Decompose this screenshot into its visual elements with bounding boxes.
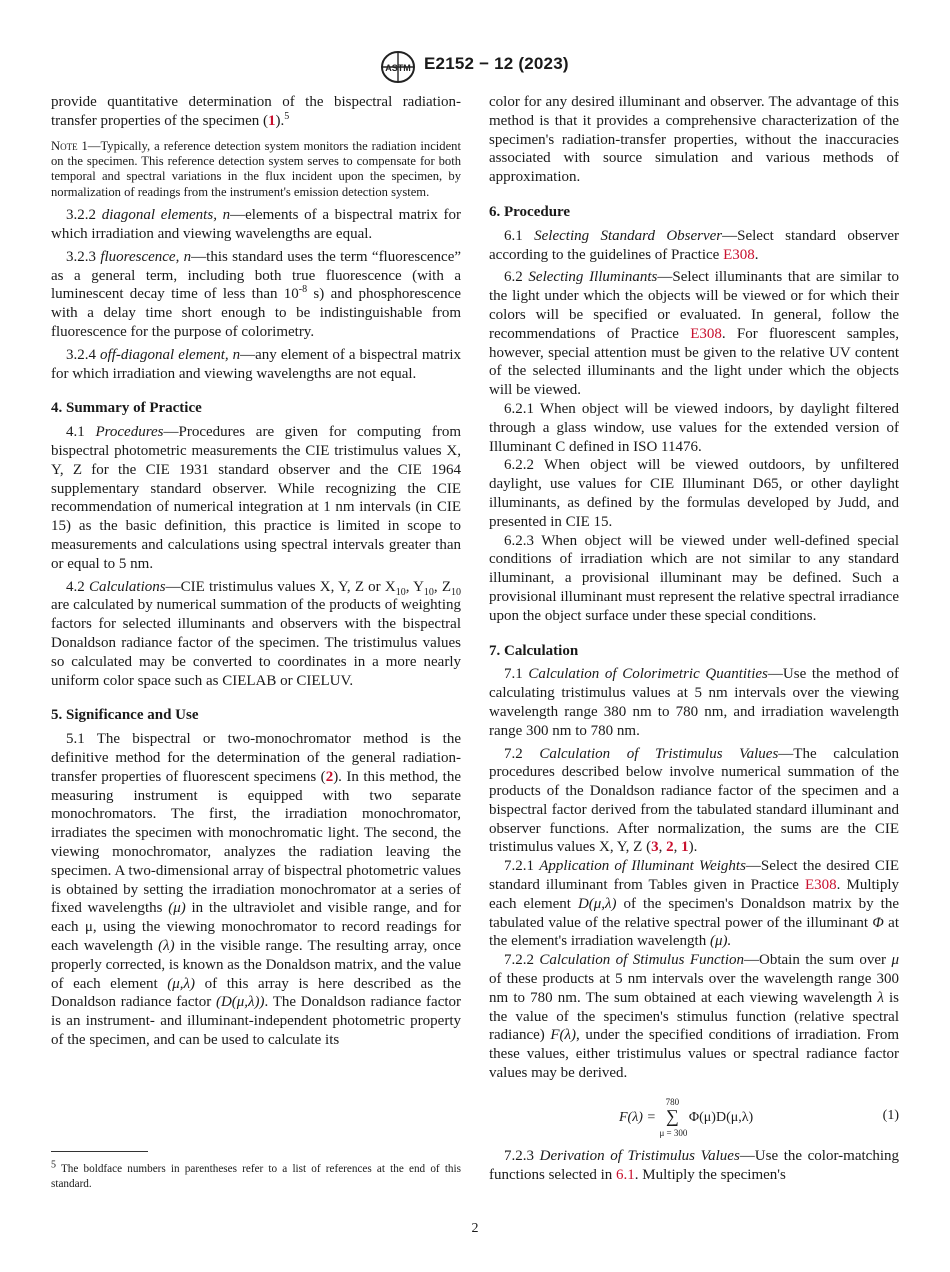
reference-link[interactable]: 2 [666,839,674,856]
e308-link[interactable]: E308 [723,246,755,263]
summation-symbol: 780 ∑ μ = 300 [659,1107,685,1129]
section-6-2-1: 6.2.1 When object will be viewed indoors, by daylight filtered through a glass window, use values for the extended version of Illuminant C defined in ISO 11476. [489,400,899,455]
section-7-2-1: 7.2.1 Application of Illuminant Weights—Select the desired CIE standard illuminant from Tables given in Practice E308. Multiply each element D(μ,λ) of the specimen's Donaldson matrix by the tabulated value of the relative spectral power of the illuminant Φ at the element's irradiation wavelength (μ). [489,858,900,950]
left-column [51,93,461,1050]
section-6-2: 6.2 Selecting Illuminants—Select illuminants that are similar to the light under which the objects will be viewed or for which their colors will be specified or evaluated. In general, follow the recommendations of Practice E308. For fluorescent samples, however, special attention must be given to the relative UV content of the selected illuminants and the light under which the objects will be viewed. [489,269,900,399]
page-number: 2 [471,1221,479,1236]
reference-link[interactable]: 3 [651,839,659,856]
section-5-1-continuation: color for any desired illuminant and observer. The advantage of this method is that it provides a comprehensive characterization of the specimen's radiation-transfer properties, without the inaccuracies associated with source simulation and various methods of approximation. [489,94,899,186]
heading-procedure: 6. Procedure [489,203,571,220]
note-1: Note 1—Typically, a reference detection system monitors the radiation incident on the specimen. This reference detection system serves to compensate for both temporal and spectral variations in the flux incident upon the specimen, by normalization of readings from the instrument's emission detection system. [51,138,461,199]
section-6-2-3: 6.2.3 When object will be viewed under well-defined special conditions of irradiation which are not similar to any standard illuminant, a provisional illuminant may be defined. Such a provisional illuminant must represent the relative spectral irradiance upon the object surface under these special conditions. [489,532,899,624]
astm-logo-icon [380,50,416,84]
section-7-2: 7.2 Calculation of Tristimulus Values—The calculation procedures described below involve numerical summation of the products of the Donaldson radiance factor of the specimen and a bispectral factor derived from the tabulated standard illuminant and observer functions. After normalization, the sums are the CIE tristimulus values X, Y, Z (3, 2, 1). [489,745,900,856]
e308-link[interactable]: E308 [805,877,837,894]
section-3-2-4: 3.2.4 off-diagonal element, n—any element of a bispectral matrix for which irradiation and viewing wavelengths are not equal. [51,346,462,382]
section-4-2: 4.2 Calculations—CIE tristimulus values X, Y, Z or $X_{10}$, $Y_{10}$, $Z_{10}$ are calculated by numerical summation of the products of weighting factors for selected illuminants and observers with the bispectral Donaldson radiance factor of the specimen. The tristimulus values so calculated may be converted to coordinates in a more nearly uniform color space such as CIELAB or CIELUV. [51,578,462,689]
section-6-1-link[interactable]: 6.1 [616,1166,635,1183]
section-7-1: 7.1 Calculation of Colorimetric Quantities—Use the method of calculating tristimulus values at 5 nm intervals over the viewing wavelength range 380 nm to 780 nm, and irradiation wavelength range 300 nm to 780 nm. [489,666,900,739]
sum-upper-limit: 780 [665,1096,680,1107]
svg-text:ASTM: ASTM [385,63,411,73]
section-6-2-2: 6.2.2 When object will be viewed outdoors, by unfiltered daylight, use values for CIE Illuminant D65, or other daylight illuminants, as defined by the formulas developed by Judd, and presented in CIE 15. [489,457,899,530]
footnote-5: $^5$ The boldface numbers in parentheses refer to a list of references at the end of this standard. [51,1159,461,1190]
e308-link[interactable]: E308 [690,325,722,342]
section-3-2-3: 3.2.3 fluorescence, n—this standard uses the term “fluorescence” as a general term, including both true fluorescence (with a luminescent decay time of less than $10^{-8}$ s) and phosphorescence with a delay time short enough to be indistinguishable from fluorescence for the purpose of colorimetry. [51,248,462,340]
document-designation: E2152 − 12 (2023) [424,54,569,73]
equation-rhs: Φ(μ)D(μ,λ) [688,1109,754,1125]
reference-link[interactable]: 1 [681,839,689,856]
heading-calculation: 7. Calculation [489,642,579,659]
section-4-1: 4.1 Procedures—Procedures are given for computing from bispectral photometric measurements the CIE tristimulus values X, Y, Z for the CIE 1931 standard observer and the CIE 1964 supplementary standard observer. While recognizing the CIE recommendation of numerical integration at 1 nm intervals (in CIE 15) as the basic definition, this practice is limited in scope to measurements and calculations using spectral intervals greater than or equal to 5 nm. [51,424,461,572]
section-7-2-3: 7.2.3 Derivation of Tristimulus Values—Use the color-matching functions selected in 6.1. Multiply the specimen's [489,1147,899,1183]
reference-link[interactable]: 2 [325,768,334,785]
section-7-2-2: 7.2.2 Calculation of Stimulus Function—Obtain the sum over μ of these products at 5 nm intervals over the wavelength range 300 nm to 780 nm. The sum obtained at each viewing wavelength λ is the value of the specimen's stimulus function (relative spectral radiance) F(λ), under the specified conditions of irradiation. From these values, either tristimulus values or spectral radiance factor values may be derived. [489,952,900,1082]
section-3-2-2: 3.2.2 diagonal elements, n—elements of a bispectral matrix for which irradiation and viewing wavelengths are equal. [51,207,461,243]
footnote-marker: 5 [284,110,290,122]
sum-lower-limit: μ = 300 [659,1127,688,1138]
section-6-1: 6.1 Selecting Standard Observer—Select standard observer according to the guidelines of Practice E308. [489,227,900,263]
heading-significance-and-use: 5. Significance and Use [51,707,199,724]
page-header [0,48,950,86]
section-5-1: 5.1 The bispectral or two-monochromator method is the definitive method for the determination of the general radiation-transfer properties of fluorescent specimens (2). In this method, the measuring instrument is equipped with two separate monochromators. The first, the irradiation monochromator, irradiates the specimen with monochromatic light. The second, the viewing monochromator, analyzes the radiation leaving the specimen. A two-dimensional array of bispectral photometric values is obtained by setting the irradiation monochromator at a series of fixed wavelengths (μ) in the ultraviolet and visible range, and for each μ, using the viewing monochromator to record readings for each wavelength (λ) in the visible range. The resulting array, once properly corrected, is known as the Donaldson matrix, and the value of each element (μ,λ) of this array is here described as the Donaldson radiance factor (D(μ,λ)). The Donaldson radiance factor is an instrument- and illuminant-independent photometric property of the specimen, and can be used to calculate its [51,731,462,1048]
equation-lhs: F(λ) = [619,1109,656,1125]
equation-number: (1) [882,1107,899,1123]
equation-1 [489,1093,899,1141]
footnote-divider [51,1151,148,1152]
right-column [489,93,899,1184]
intro-continuation: provide quantitative determination of the bispectral radiation-transfer properties of the specimen (1).$^5$ [51,94,461,129]
heading-summary-of-practice: 4. Summary of Practice [51,400,202,417]
reference-link[interactable]: 1 [268,112,276,129]
